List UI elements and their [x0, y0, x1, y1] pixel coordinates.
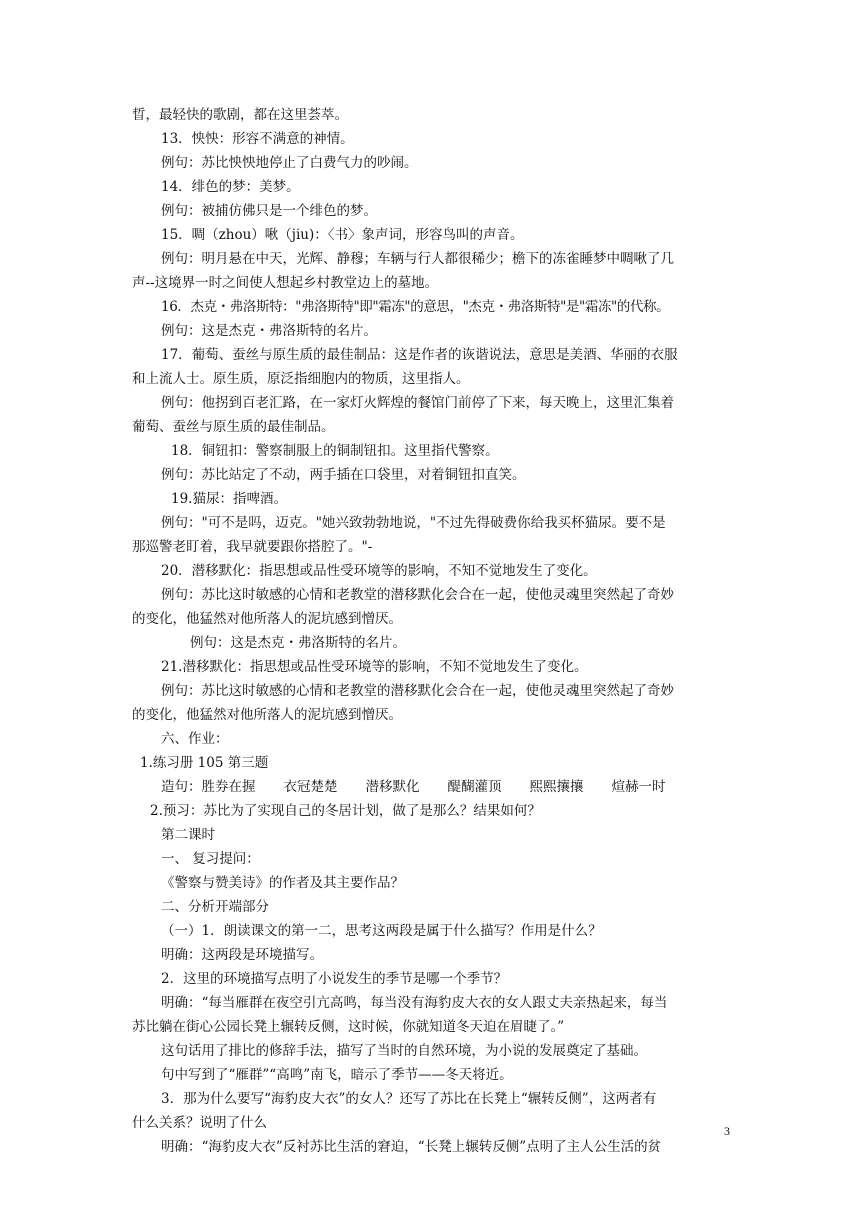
text-line: 明确：“每当雁群在夜空引亢高鸣，每当没有海豹皮大衣的女人跟丈夫亲热起来，每当	[161, 995, 668, 1011]
zaoju-label: 造句：	[161, 779, 202, 795]
text-line: 20．潜移默化：指思想或品性受环境等的影响，不知不觉地发生了变化。	[161, 563, 597, 579]
text-line: 例句：这是杰克・弗洛斯特的名片。	[161, 323, 377, 339]
text-line: 葡萄、蚕丝与原生质的最佳制品。	[132, 419, 335, 435]
text-line: 第二课时	[161, 827, 215, 843]
zaoju-line	[161, 775, 771, 799]
text-line: 句中写到了“雁群”“高鸣”南飞，暗示了季节——冬天将近。	[161, 1067, 513, 1083]
text-line: 例句："可不是吗，迈克。"她兴致勃勃地说，"不过先得破费你给我买杯猫尿。要不是	[161, 515, 666, 531]
text-line: 这句话用了排比的修辞手法，描写了当时的自然环境，为小说的发展奠定了基础。	[161, 1043, 647, 1059]
text-line: 什么关系？说明了什么	[132, 1115, 267, 1131]
text-line: 13．怏怏：形容不满意的神情。	[161, 131, 354, 147]
text-line: 那巡警老盯着，我早就要跟你搭腔了。"-	[132, 539, 373, 555]
text-line: 19.猫尿：指啤酒。	[171, 491, 287, 507]
zaoju-word: 潜移默化	[365, 779, 420, 795]
text-line: 晢，最轻快的歌剧，都在这里荟萃。	[132, 107, 348, 123]
text-line: 《警察与赞美诗》的作者及其主要作品？	[161, 875, 404, 891]
text-line: 一、 复习提问：	[161, 851, 260, 867]
zaoju-word: 胜券在握	[201, 779, 256, 795]
text-line: 3．那为什么要写“海豹皮大衣”的女人？还写了苏比在长凳上“辗转反侧”，这两者有	[161, 1091, 657, 1107]
zaoju-word: 熙熙攘攘	[529, 779, 584, 795]
text-line: 2.预习：苏比为了实现自己的冬居计划，做了是那么？结果如何？	[150, 803, 541, 819]
text-line: 14．绯色的梦：美梦。	[161, 179, 300, 195]
text-line: 明确：“海豹皮大衣”反衬苏比生活的窘迫，“长凳上辗转反侧”点明了主人公生活的贫	[161, 1139, 662, 1155]
text-line: 的变化，他猛然对他所落人的泥坑感到憎厌。	[132, 707, 402, 723]
text-line: 明确：这两段是环境描写。	[161, 947, 323, 963]
text-line: 18．铜钮扣：警察制服上的铜制钮扣。这里指代警察。	[171, 443, 499, 459]
text-line: 声--这境界一时之间使人想起乡村教堂边上的墓地。	[132, 275, 439, 291]
text-line: 2．这里的环境描写点明了小说发生的季节是哪一个季节？	[161, 971, 508, 987]
text-line: 17．葡萄、蚕丝与原生质的最佳制品：这是作者的诙谐说法，意思是美酒、华丽的衣服	[161, 347, 678, 363]
text-line: 苏比躺在街心公园长凳上辗转反侧，这时候，你就知道冬天迫在眉睫了。”	[132, 1019, 565, 1035]
text-line: 例句：苏比站定了不动，两手插在口袋里，对着铜钮扣直笑。	[161, 467, 526, 483]
text-line: （一）1．朗读课文的第一二，思考这两段是属于什么描写？作用是什么？	[161, 923, 602, 939]
text-line: 和上流人士。原生质，原泛指细胞内的物质，这里指人。	[132, 371, 470, 387]
text-line: 例句：明月悬在中天，光辉、静穆；车辆与行人都很稀少；檐下的冻雀睡梦中啁啾了几	[161, 251, 674, 267]
text-line: 例句：这是杰克・弗洛斯特的名片。	[190, 635, 406, 651]
text-line: 例句：苏比怏怏地停止了白费气力的吵闹。	[161, 155, 418, 171]
text-line: 例句：被捕仿佛只是一个绯色的梦。	[161, 203, 377, 219]
text-line: 例句：苏比这时敏感的心情和老教堂的潜移默化会合在一起，使他灵魂里突然起了奇妙	[161, 587, 674, 603]
page-number: 3	[724, 1124, 730, 1138]
zaoju-word: 醍醐灌顶	[447, 779, 502, 795]
text-line: 例句：他拐到百老汇路，在一家灯火辉煌的餐馆门前停了下来，每天晚上，这里汇集着	[161, 395, 674, 411]
text-line: 15．啁（zhou）啾（jiu)：〈书〉象声词，形容鸟叫的声音。	[161, 227, 524, 243]
text-line: 二、分析开端部分	[161, 899, 269, 915]
zaoju-word: 衣冠楚楚	[283, 779, 338, 795]
text-line: 例句：苏比这时敏感的心情和老教堂的潜移默化会合在一起，使他灵魂里突然起了奇妙	[161, 683, 674, 699]
text-line: 六、作业：	[161, 731, 229, 747]
text-line: 16．杰克・弗洛斯特："弗洛斯特"即"霜冻"的意思，"杰克・弗洛斯特"是"霜冻"的代称。	[161, 299, 670, 315]
text-line: 的变化，他猛然对他所落人的泥坑感到憎厌。	[132, 611, 402, 627]
zaoju-word: 煊赫一时	[611, 779, 666, 795]
text-line: 1.练习册 105 第三题	[140, 755, 269, 771]
text-line: 21.潜移默化：指思想或品性受环境等的影响，不知不觉地发生了变化。	[161, 659, 588, 675]
